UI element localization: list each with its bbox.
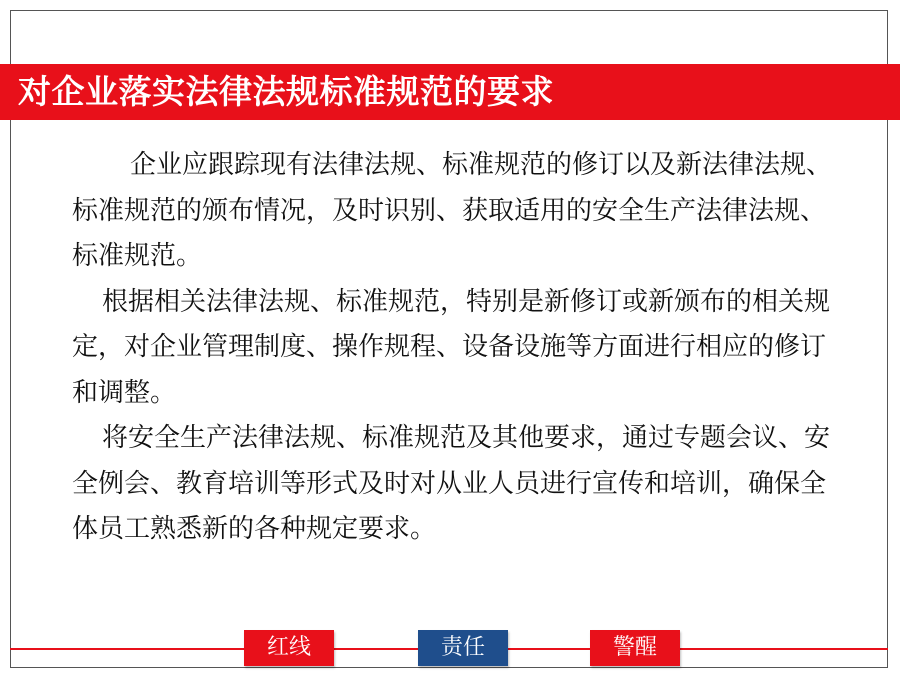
paragraph-2: 根据相关法律法规、标准规范，特别是新修订或新颁布的相关规定，对企业管理制度、操作规程、设备设施等方面进行相应的修订和调整。 xyxy=(72,286,831,408)
slide-title: 对企业落实法律法规标准规范的要求 xyxy=(18,72,554,111)
title-bar xyxy=(0,64,900,120)
paragraph-1: 企业应跟踪现有法律法规、标准规范的修订以及新法律法规、标准规范的颁布情况，及时识别、获取适用的安全生产法律法规、标准规范。 xyxy=(72,150,833,271)
paragraph-3: 将安全生产法律法规、标准规范及其他要求，通过专题会议、安全例会、教育培训等形式及时对从业人员进行宣传和培训，确保全体员工熟悉新的各种规定要求。 xyxy=(72,423,831,544)
tag-responsibility: 责任 xyxy=(418,630,508,666)
slide-body xyxy=(72,143,844,553)
tag-alert: 警醒 xyxy=(590,630,680,666)
tag-red-line: 红线 xyxy=(244,630,334,666)
